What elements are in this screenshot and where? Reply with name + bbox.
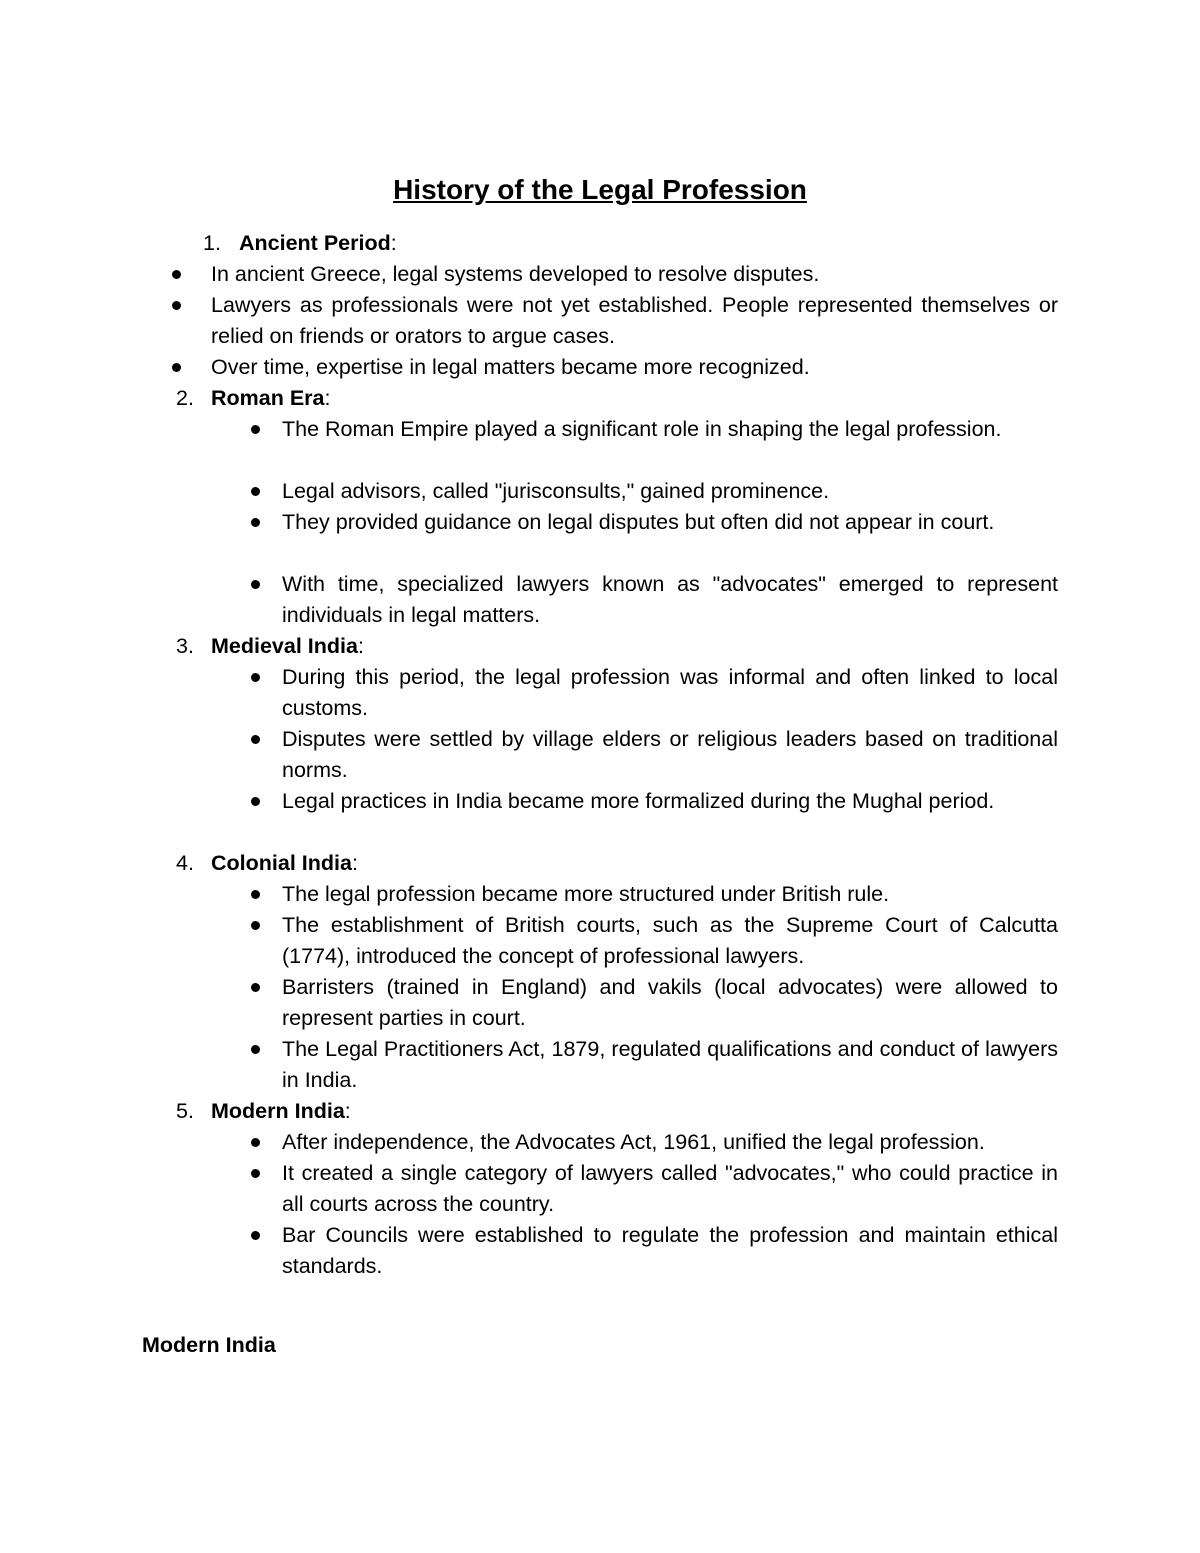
document-body	[0, 228, 1200, 1282]
bullet-icon	[172, 301, 181, 310]
list-item	[0, 352, 1200, 383]
list-item-text: The legal profession became more structured under British rule.	[282, 882, 890, 906]
section-heading	[211, 848, 358, 879]
section-heading	[211, 1096, 351, 1127]
list-item-text: During this period, the legal profession was informal and often linked to local customs.	[282, 665, 1058, 720]
section-heading-text: Roman Era	[211, 386, 325, 410]
list-item	[0, 259, 1200, 290]
bullet-icon	[251, 673, 260, 682]
list-item	[0, 1034, 1200, 1096]
bullet-icon	[251, 890, 260, 899]
bullet-icon	[251, 1169, 260, 1178]
list-item	[0, 1158, 1200, 1220]
section-heading-row	[0, 631, 1200, 662]
list-item	[0, 910, 1200, 972]
list-item	[0, 972, 1200, 1034]
bullet-icon	[251, 425, 260, 434]
bullet-icon	[251, 580, 260, 589]
list-item-text: They provided guidance on legal disputes but often did not appear in court.	[282, 510, 995, 534]
footer-heading: Modern India	[142, 1333, 276, 1357]
list-item	[0, 879, 1200, 910]
list-item	[0, 414, 1200, 476]
bullet-icon	[172, 363, 181, 372]
section-number: 1.	[203, 231, 221, 255]
section-number: 3.	[176, 634, 194, 658]
section-heading	[239, 228, 397, 259]
section-number: 4.	[176, 851, 194, 875]
bullet-icon	[251, 518, 260, 527]
document-title: History of the Legal Profession	[393, 174, 807, 205]
list-item	[0, 724, 1200, 786]
section-heading	[211, 631, 364, 662]
bullet-icon	[251, 1231, 260, 1240]
section-heading-text: Colonial India	[211, 851, 352, 875]
list-item-text: With time, specialized lawyers known as "advocates" emerged to represent individuals in legal matters.	[282, 572, 1058, 627]
list-item	[0, 507, 1200, 569]
list-item-text: Disputes were settled by village elders or religious leaders based on traditional norms.	[282, 727, 1058, 782]
list-item	[0, 290, 1200, 352]
list-item-text: Legal practices in India became more formalized during the Mughal period.	[282, 789, 995, 813]
section-number: 5.	[176, 1099, 194, 1123]
bullet-icon	[172, 270, 181, 279]
bullet-icon	[251, 921, 260, 930]
section-heading-colon: :	[344, 1099, 351, 1123]
list-item-text: Over time, expertise in legal matters became more recognized.	[211, 355, 810, 379]
list-item-text: The establishment of British courts, such as the Supreme Court of Calcutta (1774), introduced the concept of professional lawyers.	[282, 913, 1058, 968]
section-heading-colon: :	[351, 851, 358, 875]
list-item-text: Barristers (trained in England) and vakils (local advocates) were allowed to represent parties in court.	[282, 975, 1058, 1030]
bullet-icon	[251, 797, 260, 806]
section-heading-colon: :	[390, 231, 397, 255]
section-heading-text: Ancient Period	[239, 231, 391, 255]
section-heading-row	[0, 1096, 1200, 1127]
section-number: 2.	[176, 386, 194, 410]
section-heading-text: Modern India	[211, 1099, 345, 1123]
section-heading-colon: :	[324, 386, 331, 410]
section-heading-colon: :	[357, 634, 364, 658]
bullet-icon	[251, 487, 260, 496]
section-heading-row	[0, 383, 1200, 414]
list-item	[0, 476, 1200, 507]
list-item	[0, 786, 1200, 848]
list-item-text: The Roman Empire played a significant role in shaping the legal profession.	[282, 417, 1002, 441]
bullet-icon	[251, 1045, 260, 1054]
list-item-text: In ancient Greece, legal systems developed to resolve disputes.	[211, 262, 820, 286]
list-item-text: The Legal Practitioners Act, 1879, regulated qualifications and conduct of lawyers in India.	[282, 1037, 1058, 1092]
list-item-text: Bar Councils were established to regulate the profession and maintain ethical standards.	[282, 1223, 1058, 1278]
section-heading-text: Medieval India	[211, 634, 358, 658]
section-heading	[211, 383, 331, 414]
section-heading-row	[0, 848, 1200, 879]
list-item	[0, 569, 1200, 631]
section-heading-row	[0, 228, 1200, 259]
bullet-icon	[251, 1138, 260, 1147]
list-item-text: After independence, the Advocates Act, 1961, unified the legal profession.	[282, 1130, 985, 1154]
list-item-text: Lawyers as professionals were not yet established. People represented themselves or relied on friends or orators to argue cases.	[211, 293, 1058, 348]
list-item	[0, 662, 1200, 724]
bullet-icon	[251, 983, 260, 992]
list-item-text: Legal advisors, called "jurisconsults," gained prominence.	[282, 479, 830, 503]
bullet-icon	[251, 735, 260, 744]
list-item	[0, 1127, 1200, 1158]
list-item	[0, 1220, 1200, 1282]
list-item-text: It created a single category of lawyers called "advocates," who could practice in all courts across the country.	[282, 1161, 1058, 1216]
